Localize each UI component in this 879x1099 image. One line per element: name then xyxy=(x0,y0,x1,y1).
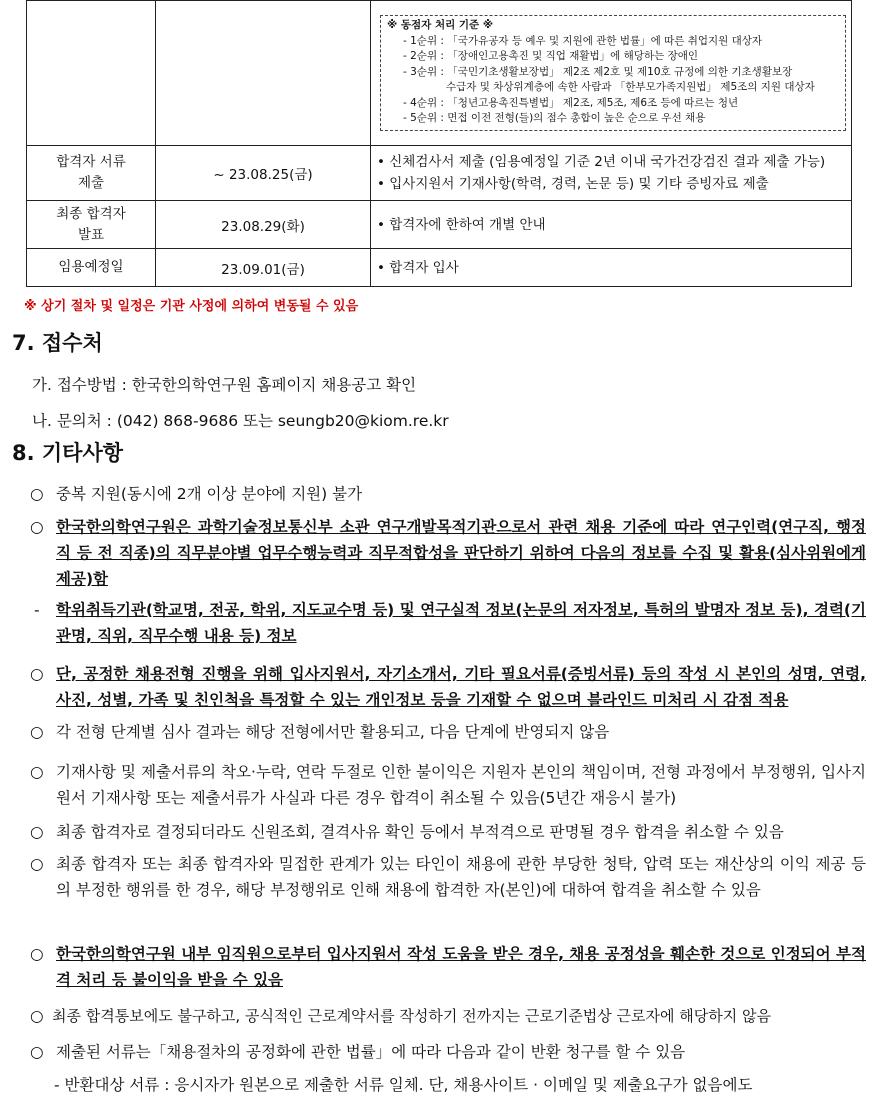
schedule-note: ※ 상기 절차 및 일정은 기관 사정에 의하여 변동될 수 있음 xyxy=(24,299,359,314)
stage-cell xyxy=(27,146,156,201)
list-item-text: 최종 합격자로 결정되더라도 신원조회, 결격사유 확인 등에서 부적격으로 판명될 경우 합격을 취소할 수 있음 xyxy=(56,823,784,841)
list-item-text: 한국한의학연구원 내부 임직원으로부터 입사지원서 작성 도움을 받은 경우, 채용 공정성을 훼손한 것으로 인정되어 부적격 처리 등 불이익을 받을 수 있음 xyxy=(56,945,866,989)
schedule-row xyxy=(27,201,852,249)
bullet: ○ xyxy=(30,945,44,963)
note-item: • 합격자에 한하여 개별 안내 xyxy=(377,216,546,233)
list-item xyxy=(30,819,866,845)
tiebreak-item: - 3순위 : 「국민기초생활보장법」 제2조 제2호 및 제10호 규정에 의한 기초생활보장 xyxy=(403,65,793,78)
date-cell: 23.09.01(금) xyxy=(156,249,371,287)
stage-label: 최종 합격자 xyxy=(56,205,126,222)
stage-cell xyxy=(27,249,156,287)
tiebreak-box xyxy=(380,15,846,131)
dash: - xyxy=(34,601,40,619)
bullet: ○ xyxy=(30,1043,44,1061)
stage-label: 임용예정일 xyxy=(58,259,124,275)
list-item-text: - 반환대상 서류 : 응시자가 원본으로 제출한 서류 일체. 단, 채용사이트 · 이메일 및 제출요구가 없음에도 xyxy=(54,1076,753,1094)
notes-cell xyxy=(371,146,852,201)
list-item-text: 각 전형 단계별 심사 결과는 해당 전형에서만 활용되고, 다음 단계에 반영되지 않음 xyxy=(56,723,610,741)
date-cell: 23.08.29(화) xyxy=(156,201,371,249)
tiebreak-cell xyxy=(371,1,852,146)
stage-label: 합격자 서류 xyxy=(56,154,126,170)
bullet: ○ xyxy=(30,518,44,536)
bullet: ○ xyxy=(30,823,44,841)
notes-cell xyxy=(371,249,852,287)
empty-cell xyxy=(27,1,156,146)
list-item-text: 기재사항 및 제출서류의 착오·누락, 연락 두절로 인한 불이익은 지원자 본인의 책임이며, 전형 과정에서 부정행위, 입사지원서 기재사항 또는 제출서류가 사실과 다른 경우 합격이 취소될 수 있음(5년간 재응시 불가) xyxy=(56,763,866,807)
section-7-title: 7. 접수처 xyxy=(12,331,103,355)
list-item xyxy=(30,514,866,592)
list-item xyxy=(30,1039,866,1065)
list-item xyxy=(30,481,866,507)
schedule-table xyxy=(26,0,852,287)
empty-cell xyxy=(156,1,371,146)
list-item xyxy=(30,661,866,713)
bullet: ○ xyxy=(30,1007,44,1025)
bullet: ○ xyxy=(30,485,44,503)
stage-label: 제출 xyxy=(77,175,105,191)
bullet: ○ xyxy=(30,723,44,741)
list-item-text: 단, 공정한 채용전형 진행을 위해 입사지원서, 자기소개서, 기타 필요서류(증빙서류) 등의 작성 시 본인의 성명, 연령, 사진, 성별, 가족 및 친인척을 특정할 수 있는 개인정보 등을 기재할 수 없으며 블라인드 미처리 시 감점 적용 xyxy=(56,665,866,709)
tiebreak-item: - 2순위 : 「장애인고용촉진 및 직업 재활법」에 해당하는 장애인 xyxy=(403,50,698,63)
note-item: • 합격자 입사 xyxy=(377,259,459,276)
note-item: • 입사지원서 기재사항(학력, 경력, 논문 등) 및 기타 증빙자료 제출 xyxy=(377,176,769,192)
list-item xyxy=(30,719,866,745)
tiebreak-item: - 5순위 : 면접 이전 전형(들)의 점수 총합이 높은 순으로 우선 채용 xyxy=(403,112,706,125)
bullet: ○ xyxy=(30,665,44,683)
list-item-text: 최종 합격자 또는 최종 합격자와 밀접한 관계가 있는 타인이 채용에 관한 부당한 청탁, 압력 또는 재산상의 이익 제공 등의 부정한 행위를 한 경우, 해당 부정행위로 인해 채용에 합격한 자(본인)에 대하여 합격을 취소할 수 있음 xyxy=(56,855,866,899)
notes-cell xyxy=(371,201,852,249)
tiebreak-item: 수급자 및 차상위계층에 속한 사람과 「한부모가족지원법」 제5조의 지원 대상자 xyxy=(446,81,815,94)
stage-label: 발표 xyxy=(77,226,105,243)
list-item-text: 중복 지원(동시에 2개 이상 분야에 지원) 불가 xyxy=(56,485,363,503)
list-item xyxy=(48,1072,866,1098)
stage-cell xyxy=(27,201,156,249)
list-item xyxy=(30,941,866,993)
schedule-row xyxy=(27,146,852,201)
note-item: • 신체검사서 제출 (임용예정일 기준 2년 이내 국가건강검진 결과 제출 가능) xyxy=(377,154,826,170)
tiebreak-title: ※ 동점자 처리 기준 ※ xyxy=(387,19,494,32)
tiebreak-row xyxy=(27,1,852,146)
list-item-text: 최종 합격통보에도 불구하고, 공식적인 근로계약서를 작성하기 전까지는 근로기준법상 근로자에 해당하지 않음 xyxy=(52,1007,771,1025)
list-item-text: 학위취득기관(학교명, 전공, 학위, 지도교수명 등) 및 연구실적 정보(논문의 저자정보, 특허의 발명자 정보 등), 경력(기관명, 직위, 직무수행 내용 등) 정보 xyxy=(56,601,866,645)
list-item-text: 한국한의학연구원은 과학기술정보통신부 소관 연구개발목적기관으로서 관련 채용 기준에 따라 연구인력(연구직, 행정직 등 전 직종)의 직무분야별 업무수행능력과 직무적합성을 판단하기 위하여 다음의 정보를 수집 및 활용(심사위원에게 제공)함 xyxy=(56,518,866,588)
bullet: ○ xyxy=(30,855,44,873)
application-method: 가. 접수방법 : 한국한의학연구원 홈페이지 채용공고 확인 xyxy=(32,376,417,394)
list-item xyxy=(30,759,866,811)
list-item xyxy=(30,851,866,903)
list-item xyxy=(30,1003,866,1029)
tiebreak-item: - 1순위 : 「국가유공자 등 예우 및 지원에 관한 법률」에 따른 취업지원 대상자 xyxy=(403,34,763,47)
list-item-text: 제출된 서류는「채용절차의 공정화에 관한 법률」에 따라 다음과 같이 반환 청구를 할 수 있음 xyxy=(56,1043,686,1061)
tiebreak-item: - 4순위 : 「청년고용촉진특별법」 제2조, 제5조, 제6조 등에 따르는 청년 xyxy=(403,96,739,109)
date-cell: ~ 23.08.25(금) xyxy=(156,146,371,201)
bullet: ○ xyxy=(30,763,44,781)
section-8-title: 8. 기타사항 xyxy=(12,441,124,465)
schedule-row xyxy=(27,249,852,287)
list-item xyxy=(34,597,866,649)
contact-info: 나. 문의처 : (042) 868-9686 또는 seungb20@kiom.re.kr xyxy=(32,412,449,430)
